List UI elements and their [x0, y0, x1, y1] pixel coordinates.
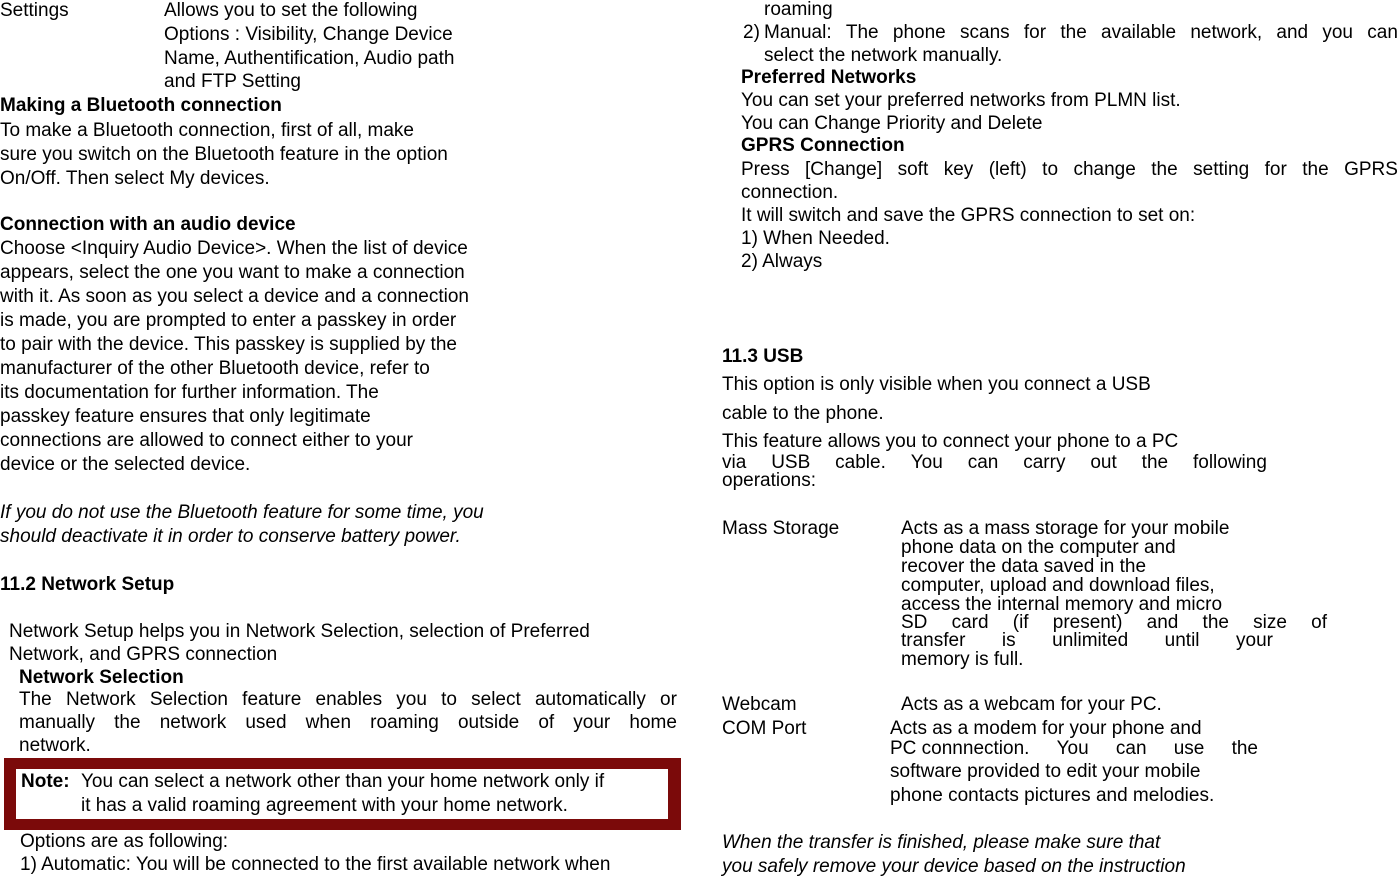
- word: following: [1192, 452, 1267, 473]
- word: The: [19, 689, 52, 710]
- note-box-inner: [15, 768, 669, 820]
- word: home: [629, 712, 677, 733]
- usb-heading: 11.3 USB: [722, 346, 804, 367]
- word: you: [396, 689, 427, 710]
- paragraph-line: operations:: [722, 470, 817, 491]
- word: key: [943, 159, 974, 180]
- word: to: [441, 689, 457, 710]
- word: or: [660, 689, 677, 710]
- word: the: [1151, 159, 1178, 180]
- word: change: [1073, 159, 1136, 180]
- paragraph-line: To make a Bluetooth connection, first of all, make: [0, 120, 414, 141]
- paragraph-line: sure you switch on the Bluetooth feature in the option: [0, 144, 448, 165]
- settings-label: Settings: [0, 0, 69, 21]
- paragraph-line: with it. As soon as you select a device and a connection: [0, 286, 469, 307]
- word: present): [1052, 612, 1123, 633]
- word: automatically: [534, 689, 646, 710]
- paragraph-line: its documentation for further information. The: [0, 382, 379, 403]
- paragraph-line: This option is only visible when you connect a USB: [722, 374, 1151, 395]
- word: your: [1236, 630, 1273, 651]
- com-port-line: Acts as a modem for your phone and: [890, 718, 1202, 739]
- word: the: [114, 712, 141, 733]
- mass-storage-label: Mass Storage: [722, 518, 840, 539]
- word: and: [1146, 612, 1179, 633]
- word: to: [1042, 159, 1059, 180]
- justified-line: [19, 713, 677, 732]
- note-text-line: You can select a network other than your home network only if: [81, 771, 605, 792]
- mass-storage-line: phone data on the computer and: [901, 537, 1176, 558]
- word: available: [1101, 22, 1177, 43]
- word: outside: [457, 712, 520, 733]
- word: the: [1060, 22, 1087, 43]
- settings-desc-line: Options : Visibility, Change Device: [164, 24, 453, 45]
- word: manually: [19, 712, 96, 733]
- word: and: [1276, 22, 1309, 43]
- word: (if: [1012, 612, 1029, 633]
- word: for: [1264, 159, 1287, 180]
- paragraph-line: device or the selected device.: [0, 454, 251, 475]
- word: soft: [897, 159, 929, 180]
- paragraph-line: On/Off. Then select My devices.: [0, 168, 270, 189]
- word: network: [159, 712, 227, 733]
- webcam-desc: Acts as a webcam for your PC.: [901, 694, 1162, 715]
- word: GPRS: [1344, 159, 1398, 180]
- paragraph-line: passkey feature ensures that only legitimate: [0, 406, 371, 427]
- word: out: [1090, 452, 1117, 473]
- options-label: Options are as following:: [20, 831, 229, 852]
- com-port-line: phone contacts pictures and melodies.: [890, 785, 1215, 806]
- mass-storage-line: Acts as a mass storage for your mobile: [901, 518, 1230, 539]
- italic-note-line: When the transfer is finished, please make sure that: [722, 832, 1161, 853]
- paragraph-line: is made, you are prompted to enter a passkey in order: [0, 310, 457, 331]
- paragraph-line: appears, select the one you want to make a connection: [0, 262, 465, 283]
- word: the: [1231, 738, 1258, 759]
- paragraph-line: Choose <Inquiry Audio Device>. When the list of device: [0, 238, 468, 259]
- word: (left): [988, 159, 1027, 180]
- word: the: [1141, 452, 1169, 473]
- paragraph-line: select the network manually.: [764, 45, 1003, 66]
- word: [Change]: [805, 159, 883, 180]
- word: the: [1202, 612, 1229, 633]
- paragraph-line: You can set your preferred networks from PLMN list.: [741, 90, 1181, 111]
- word: your: [573, 712, 611, 733]
- word: can: [967, 452, 999, 473]
- settings-desc-line: Allows you to set the following: [164, 0, 418, 21]
- justified-line: [764, 23, 1398, 42]
- note-text-line: it has a valid roaming agreement with your home network.: [81, 795, 568, 816]
- word: for: [1023, 22, 1047, 43]
- justified-line: [890, 739, 1258, 758]
- note-box: [4, 758, 681, 830]
- network-setup-heading: 11.2 Network Setup: [0, 574, 175, 595]
- word: Selection: [149, 689, 228, 710]
- word: you: [1322, 22, 1353, 43]
- word: phone: [892, 22, 946, 43]
- word: unlimited: [1052, 630, 1129, 651]
- paragraph-line: to pair with the device. This passkey is supplied by the: [0, 334, 457, 355]
- note-label: Note:: [21, 771, 70, 792]
- list-number: 2): [743, 22, 760, 43]
- settings-desc-line: Name, Authentification, Audio path: [164, 48, 455, 69]
- word: carry: [1023, 452, 1066, 473]
- word: size: [1253, 612, 1287, 633]
- word: You: [1056, 738, 1089, 759]
- bluetooth-heading: Making a Bluetooth connection: [0, 95, 282, 116]
- list-item-automatic: 1) Automatic: You will be connected to the first available network when: [20, 854, 611, 875]
- italic-note-line: should deactivate it in order to conserve battery power.: [0, 526, 461, 547]
- network-selection-heading: Network Selection: [19, 667, 184, 688]
- word: enables: [315, 689, 383, 710]
- mass-storage-line: computer, upload and download files,: [901, 575, 1215, 596]
- paragraph-line: connection.: [741, 182, 839, 203]
- webcam-label: Webcam: [722, 694, 797, 715]
- word: via: [722, 452, 747, 473]
- italic-note-line: you safely remove your device based on the instruction: [722, 856, 1186, 877]
- com-port-line: software provided to edit your mobile: [890, 761, 1201, 782]
- com-port-label: COM Port: [722, 718, 807, 739]
- word: network,: [1190, 22, 1263, 43]
- word: cable.: [835, 452, 886, 473]
- word: Press: [741, 159, 790, 180]
- word: until: [1164, 630, 1200, 651]
- word: roaming: [370, 712, 439, 733]
- word: scans: [960, 22, 1010, 43]
- paragraph-line: network.: [19, 735, 91, 756]
- word: select: [471, 689, 521, 710]
- paragraph-line: roaming: [764, 0, 833, 20]
- paragraph-line: manufacturer of the other Bluetooth device, refer to: [0, 358, 430, 379]
- word: feature: [242, 689, 302, 710]
- mass-storage-line: access the internal memory and micro: [901, 594, 1223, 615]
- word: of: [1311, 612, 1327, 633]
- mass-storage-line: memory is full.: [901, 649, 1024, 670]
- justified-line: [741, 160, 1398, 179]
- paragraph-line: You can Change Priority and Delete: [741, 113, 1043, 134]
- italic-note-line: If you do not use the Bluetooth feature for some time, you: [0, 502, 484, 523]
- word: Manual:: [764, 22, 832, 43]
- preferred-networks-heading: Preferred Networks: [741, 67, 917, 88]
- settings-desc-line: and FTP Setting: [164, 71, 301, 92]
- paragraph-line: It will switch and save the GPRS connection to set on:: [741, 205, 1196, 226]
- word: used: [245, 712, 287, 733]
- paragraph-line: This feature allows you to connect your phone to a PC: [722, 431, 1179, 452]
- word: is: [1001, 630, 1016, 651]
- word: the: [1302, 159, 1329, 180]
- word: when: [305, 712, 352, 733]
- word: Network: [65, 689, 136, 710]
- word: use: [1173, 738, 1205, 759]
- word: SD: [901, 612, 928, 633]
- gprs-heading: GPRS Connection: [741, 135, 905, 156]
- word: transfer: [901, 630, 966, 651]
- word: card: [951, 612, 989, 633]
- word: PC connnection.: [890, 738, 1030, 759]
- word: You: [910, 452, 943, 473]
- audio-heading: Connection with an audio device: [0, 214, 296, 235]
- paragraph-line: Network Setup helps you in Network Selection, selection of Preferred: [9, 621, 590, 642]
- justified-line: [19, 690, 677, 709]
- word: can: [1115, 738, 1147, 759]
- mass-storage-line: recover the data saved in the: [901, 556, 1147, 577]
- word: can: [1367, 22, 1398, 43]
- word: USB: [771, 452, 811, 473]
- list-item: 1) When Needed.: [741, 228, 890, 249]
- word: The: [845, 22, 879, 43]
- paragraph-line: cable to the phone.: [722, 403, 884, 424]
- word: setting: [1193, 159, 1250, 180]
- justified-line: [901, 631, 1273, 650]
- word: of: [538, 712, 555, 733]
- paragraph-line: Network, and GPRS connection: [9, 644, 278, 665]
- list-item: 2) Always: [741, 251, 823, 272]
- paragraph-line: connections are allowed to connect either to your: [0, 430, 413, 451]
